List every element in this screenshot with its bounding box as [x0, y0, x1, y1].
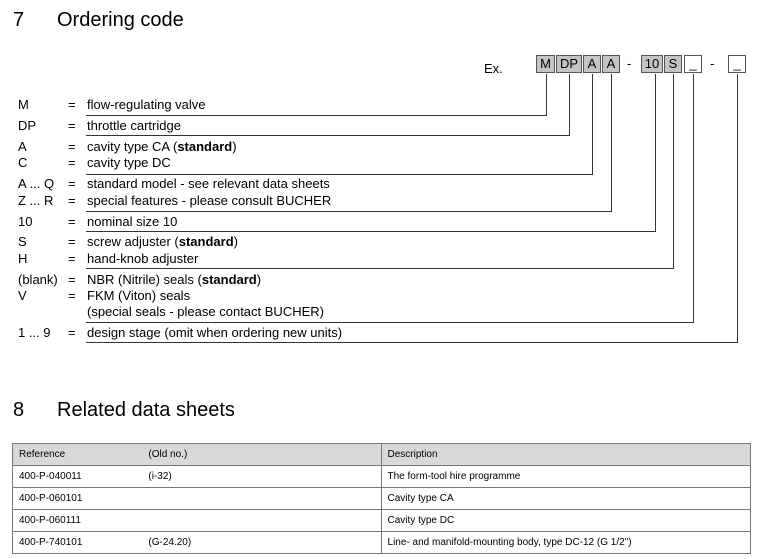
legend-key: A: [18, 139, 27, 154]
cell-old-no: [142, 510, 381, 532]
legend-key: V: [18, 288, 27, 303]
connector-v-size: [655, 74, 656, 231]
code-box-cavity: A: [583, 55, 601, 73]
section-8-title: Related data sheets: [57, 399, 235, 421]
legend-equals: =: [68, 214, 76, 229]
connector-v-design-stage: [737, 74, 738, 342]
legend-text: special features - please consult BUCHER: [87, 193, 332, 208]
cell-reference: 400-P-040011: [13, 466, 143, 488]
connector-v-m: [546, 74, 547, 115]
connector-h-dp: [86, 135, 570, 136]
legend-key: Z ... R: [18, 193, 54, 208]
code-box-dp: DP: [556, 55, 582, 73]
legend-key: (blank): [18, 272, 58, 287]
legend-text: cavity type CA (standard): [87, 139, 237, 154]
connector-h-adjuster: [86, 268, 674, 269]
cell-old-no: [142, 488, 381, 510]
legend-equals: =: [68, 272, 76, 287]
table-row: [13, 488, 751, 510]
legend-key: DP: [18, 118, 37, 133]
related-data-sheets-table: [12, 443, 751, 554]
connector-h-seals: [86, 322, 694, 323]
legend-equals: =: [68, 118, 76, 133]
legend-equals: =: [68, 139, 76, 154]
legend-equals: =: [68, 155, 76, 170]
legend-text: design stage (omit when ordering new units): [87, 325, 343, 340]
connector-h-design-stage: [86, 342, 738, 343]
cell-description: Cavity type DC: [381, 510, 750, 532]
cell-old-no: (G-24.20): [142, 532, 381, 554]
connector-h-cavity: [86, 174, 593, 175]
legend-key: 10: [18, 214, 33, 229]
connector-h-m: [86, 115, 547, 116]
connector-h-model: [86, 211, 612, 212]
legend-key: M: [18, 97, 29, 112]
legend-text: flow-regulating valve: [87, 97, 206, 112]
connector-v-adjuster: [673, 74, 674, 268]
legend-key: S: [18, 234, 27, 249]
cell-reference: 400-P-060101: [13, 488, 143, 510]
legend-key: C: [18, 155, 28, 170]
connector-h-size: [86, 231, 656, 232]
code-dash-2: -: [710, 56, 715, 71]
legend-text: NBR (Nitrile) seals (standard): [87, 272, 262, 287]
legend-text: standard model - see relevant data sheets: [87, 176, 330, 191]
legend-key: A ... Q: [18, 176, 55, 191]
cell-reference: 400-P-740101: [13, 532, 143, 554]
legend-text: screw adjuster (standard): [87, 234, 238, 249]
code-box-design-stage: _: [728, 55, 746, 73]
header-old-no: (Old no.): [142, 444, 381, 466]
legend-equals: =: [68, 251, 76, 266]
header-description: Description: [381, 444, 750, 466]
table-row: [13, 510, 751, 532]
legend-text: nominal size 10: [87, 214, 178, 229]
connector-v-seals: [693, 74, 694, 322]
legend-equals: =: [68, 288, 76, 303]
legend-key: 1 ... 9: [18, 325, 51, 340]
code-box-m: M: [536, 55, 555, 73]
code-box-model: A: [602, 55, 620, 73]
cell-reference: 400-P-060111: [13, 510, 143, 532]
legend-text: hand-knob adjuster: [87, 251, 199, 266]
legend-text: (special seals - please contact BUCHER): [87, 304, 324, 319]
code-box-adjuster: S: [664, 55, 682, 73]
legend-equals: =: [68, 97, 76, 112]
section-8-number: 8: [13, 399, 25, 421]
legend-equals: =: [68, 234, 76, 249]
legend-equals: =: [68, 325, 76, 340]
legend-key: H: [18, 251, 28, 266]
header-reference: Reference: [13, 444, 143, 466]
legend-text: throttle cartridge: [87, 118, 181, 133]
legend-text: FKM (Viton) seals: [87, 288, 191, 303]
legend-equals: =: [68, 193, 76, 208]
legend-equals: =: [68, 176, 76, 191]
code-dash-1: -: [627, 56, 632, 71]
legend-text: cavity type DC: [87, 155, 171, 170]
code-box-size: 10: [641, 55, 663, 73]
cell-old-no: (i-32): [142, 466, 381, 488]
table-row: [13, 532, 751, 554]
cell-description: Line- and manifold-mounting body, type DC-12 (G 1/2"): [381, 532, 750, 554]
cell-description: The form-tool hire programme: [381, 466, 750, 488]
table-header-row: [13, 444, 751, 466]
connector-v-dp: [569, 74, 570, 135]
section-7-title: Ordering code: [57, 9, 184, 31]
connector-v-model: [611, 74, 612, 211]
table-row: [13, 466, 751, 488]
code-box-seals: _: [684, 55, 702, 73]
cell-description: Cavity type CA: [381, 488, 750, 510]
example-label: Ex.: [484, 61, 503, 76]
section-7-number: 7: [13, 9, 25, 31]
connector-v-cavity: [592, 74, 593, 174]
